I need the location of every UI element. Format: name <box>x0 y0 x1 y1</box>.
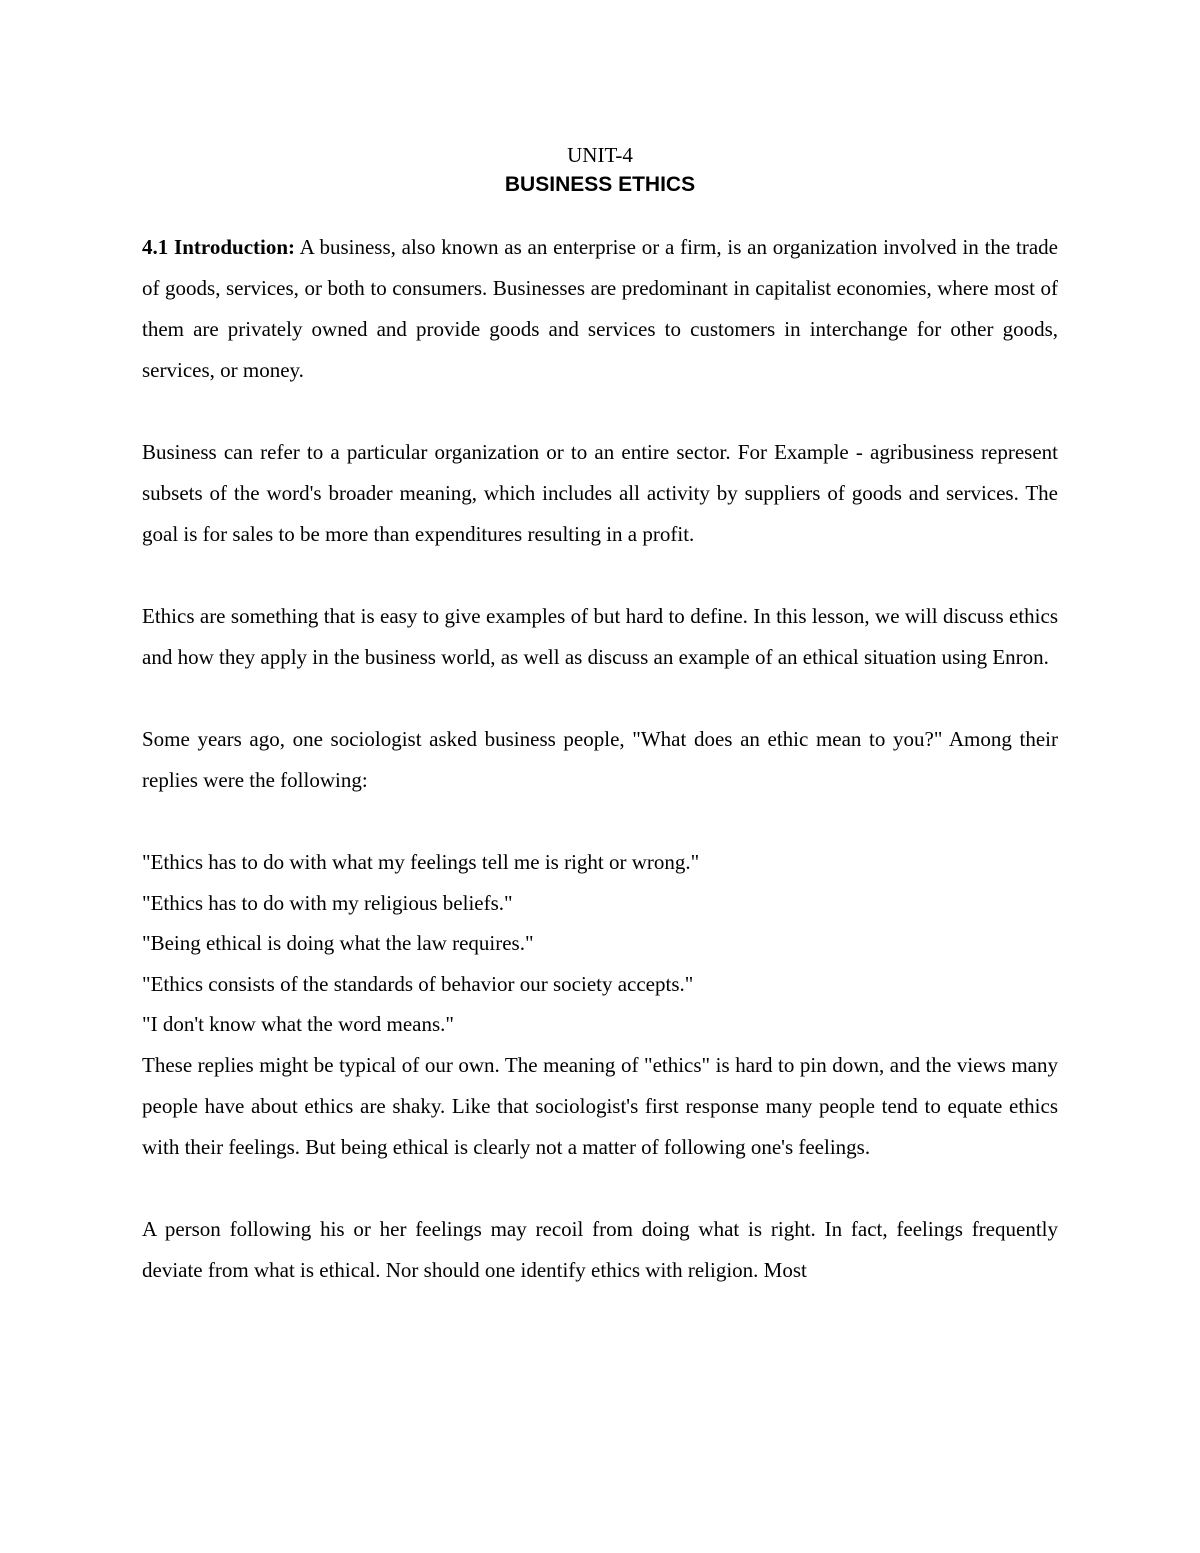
paragraph-replies: These replies might be typical of our own. The meaning of "ethics" is hard to pin down, and the views many people have about ethics are shaky. Like that sociologist's first response many people tend to equate ethics with their feelings. But being ethical is clearly not a matter of following one's feelings. <box>142 1052 1058 1159</box>
paragraph-spacer <box>142 678 1058 719</box>
paragraph-spacer <box>142 391 1058 432</box>
unit-label: UNIT-4 <box>567 143 633 167</box>
quote-item: "Ethics has to do with my religious beliefs." <box>142 890 513 915</box>
intro-text: A business, also known as an enterprise or a firm, is an organization involved in the trade of goods, services, or both to consumers. Businesses are predominant in capitalist economies, where most of them are privately owned and provide goods and services to customers in interchange for other goods, services, or money. <box>142 235 1058 382</box>
paragraph-ethics-definition: Ethics are something that is easy to give examples of but hard to define. In this lesson, we will discuss ethics and how they apply in the business world, as well as discuss an example of an ethical situation using Enron. <box>142 604 1058 669</box>
quote-item: "Ethics consists of the standards of behavior our society accepts." <box>142 971 694 996</box>
paragraph-feelings: A person following his or her feelings may recoil from doing what is right. In fact, feelings frequently deviate from what is ethical. Nor should one identify ethics with religion. Most <box>142 1216 1058 1282</box>
intro-paragraph <box>142 227 1058 391</box>
quote-item: "Ethics has to do with what my feelings tell me is right or wrong." <box>142 850 700 874</box>
quote-list <box>142 842 1058 1045</box>
paragraph-spacer <box>142 1168 1058 1209</box>
paragraph-spacer <box>142 801 1058 842</box>
paragraph-spacer <box>142 555 1058 596</box>
document-body <box>142 140 1058 1291</box>
paragraph-sociologist: Some years ago, one sociologist asked business people, "What does an ethic mean to you?" Among their replies were the following: <box>142 727 1058 792</box>
paragraph-business-sector: Business can refer to a particular organization or to an entire sector. For Example - agribusiness represent subsets of the word's broader meaning, which includes all activity by suppliers of goods and services. The goal is for sales to be more than expenditures resulting in a profit. <box>142 440 1058 546</box>
quote-item: "I don't know what the word means." <box>142 1012 454 1036</box>
intro-heading: 4.1 Introduction: <box>142 235 296 259</box>
quote-item: "Being ethical is doing what the law requires." <box>142 931 534 955</box>
page-title: BUSINESS ETHICS <box>504 173 696 196</box>
